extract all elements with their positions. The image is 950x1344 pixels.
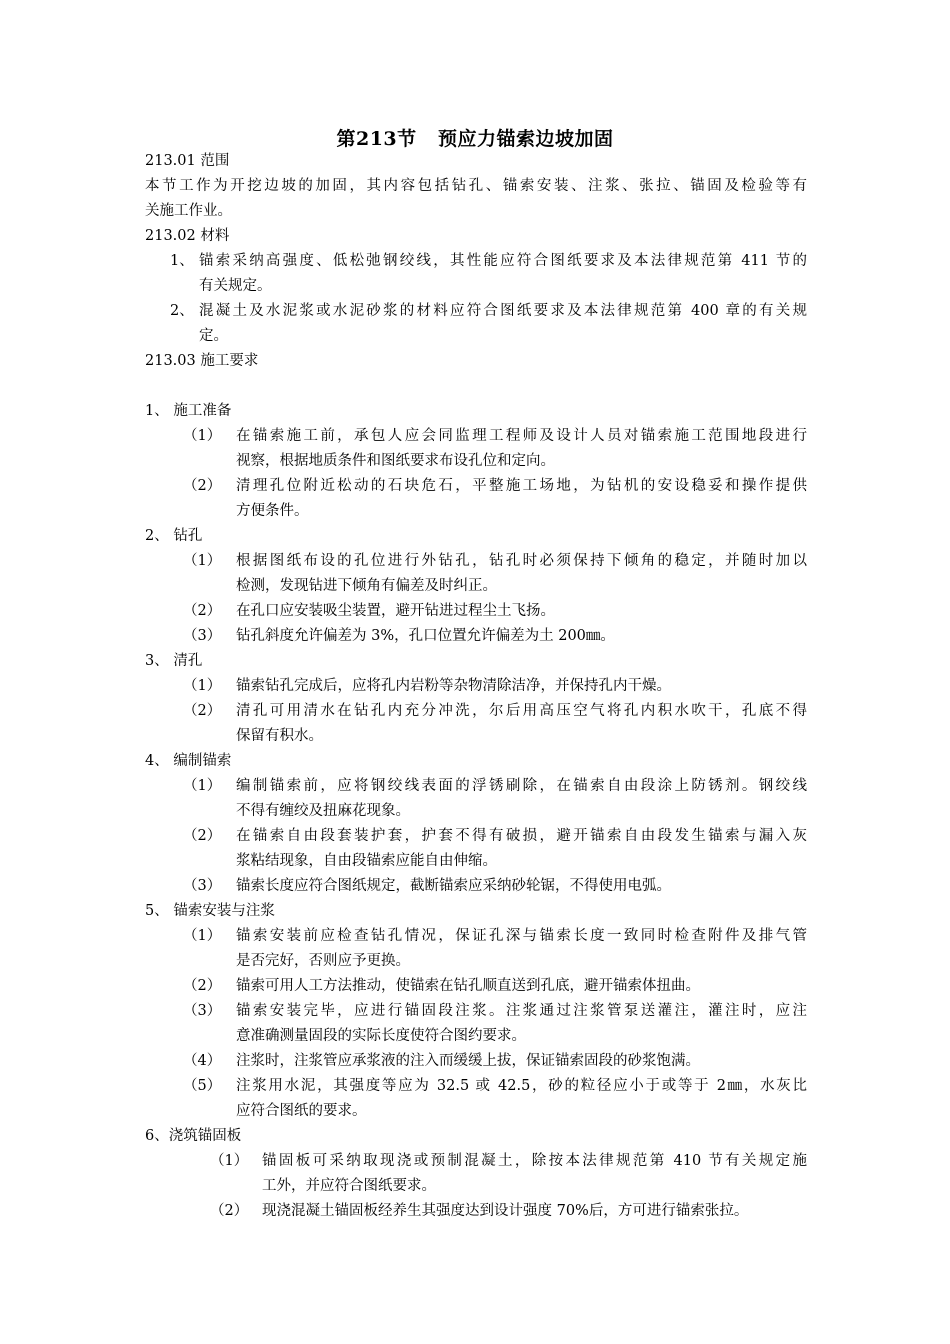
group-heading: 5、 锚索安装与注浆 [145, 903, 275, 919]
list-item-text: 在锚索自由段套装护套，护套不得有破损，避开锚索自由段发生锚索与漏入灰 [236, 828, 807, 844]
list-item-text: 根据图纸布设的孔位进行外钻孔，钻孔时必须保持下倾角的稳定，并随时加以 [236, 553, 807, 569]
group-heading: 6、浇筑锚固板 [145, 1128, 242, 1144]
list-item-number: （5） [183, 1078, 222, 1094]
list-item-text: 清理孔位附近松动的石块危石，平整施工场地，为钻机的安设稳妥和操作提供 [236, 478, 807, 494]
list-item-text: 应符合图纸的要求。 [236, 1103, 367, 1119]
paragraph-line: 关施工作业。 [145, 203, 232, 219]
section-title: 第213节 预应力锚索边坡加固 [336, 128, 614, 150]
list-item-text: 锚固板可采纳取现浇或预制混凝土，除按本法律规范第 410 节有关规定施 [262, 1153, 807, 1169]
list-item-number: 2、 [170, 303, 194, 319]
list-item-text: 在锚索施工前，承包人应会同监理工程师及设计人员对锚索施工范围地段进行 [236, 428, 807, 444]
list-item-text: 不得有缠绞及扭麻花现象。 [236, 803, 410, 819]
list-item-text: 工外，并应符合图纸要求。 [262, 1178, 436, 1194]
list-item-text: 锚索采纳高强度、低松弛钢绞线，其性能应符合图纸要求及本法律规范第 411 节的 [199, 253, 807, 269]
list-item-number: （1） [183, 778, 222, 794]
list-item-text: 检测，发现钻进下倾角有偏差及时纠正。 [236, 578, 497, 594]
list-item-number: （1） [183, 428, 222, 444]
list-item-text: 浆粘结现象，自由段锚索应能自由伸缩。 [236, 853, 497, 869]
list-item-number: （1） [210, 1153, 249, 1169]
list-item-text: 清孔可用清水在钻孔内充分冲洗，尔后用高压空气将孔内积水吹干，孔底不得 [236, 703, 807, 719]
group-heading: 1、 施工准备 [145, 403, 232, 419]
list-item-text: 方便条件。 [236, 503, 309, 519]
list-item-text: 视察，根据地质条件和图纸要求布设孔位和定向。 [236, 453, 555, 469]
list-item-text: 锚索钻孔完成后，应将孔内岩粉等杂物清除洁净，并保持孔内干燥。 [236, 678, 671, 694]
list-item-text: 是否完好，否则应予更换。 [236, 953, 410, 969]
paragraph-line: 本节工作为开挖边坡的加固，其内容包括钻孔、锚索安装、注浆、张拉、锚固及检验等有 [145, 178, 807, 194]
subsection-heading-213-01: 213.01 范围 [145, 153, 230, 169]
list-item-number: 1、 [170, 253, 194, 269]
list-item-text: 编制锚索前，应将钢绞线表面的浮锈刷除，在锚索自由段涂上防锈剂。钢绞线 [236, 778, 807, 794]
list-item-text: 锚索安装完毕，应进行锚固段注浆。注浆通过注浆管泵送灌注，灌注时，应注 [236, 1003, 807, 1019]
list-item-number: （2） [183, 828, 222, 844]
list-item-text: 现浇混凝土锚固板经养生其强度达到设计强度 70%后，方可进行锚索张拉。 [262, 1203, 749, 1219]
list-item-text: 锚索可用人工方法推动，使锚索在钻孔顺直送到孔底，避开锚索体扭曲。 [236, 978, 700, 994]
list-item-number: （2） [210, 1203, 249, 1219]
list-item-text: 有关规定。 [199, 278, 272, 294]
list-item-number: （4） [183, 1053, 222, 1069]
group-heading: 2、 钻孔 [145, 528, 203, 544]
list-item-text: 注浆时，注浆管应承浆液的注入而缓缓上拔，保证锚索固段的砂浆饱满。 [236, 1053, 700, 1069]
list-item-text: 意准确测量固段的实际长度使符合图约要求。 [236, 1028, 526, 1044]
list-item-text: 保留有积水。 [236, 728, 323, 744]
list-item-text: 在孔口应安装吸尘装置，避开钻进过程尘土飞扬。 [236, 603, 555, 619]
list-item-text: 锚索长度应符合图纸规定，截断锚索应采纳砂轮锯，不得使用电弧。 [236, 878, 671, 894]
list-item-text: 钻孔斜度允许偏差为 3%，孔口位置允许偏差为土 200㎜。 [236, 628, 615, 644]
list-item-text: 锚索安装前应检查钻孔情况，保证孔深与锚索长度一致同时检查附件及排气管 [236, 928, 807, 944]
list-item-number: （3） [183, 628, 222, 644]
group-heading: 4、 编制锚索 [145, 753, 232, 769]
list-item-number: （2） [183, 478, 222, 494]
list-item-number: （1） [183, 678, 222, 694]
list-item-text: 定。 [199, 328, 228, 344]
list-item-number: （2） [183, 603, 222, 619]
list-item-number: （3） [183, 878, 222, 894]
group-heading: 3、 清孔 [145, 653, 203, 669]
list-item-text: 注浆用水泥，其强度等应为 32.5 或 42.5，砂的粒径应小于或等于 2㎜，水灰比 [236, 1078, 807, 1094]
list-item-number: （1） [183, 928, 222, 944]
list-item-number: （2） [183, 703, 222, 719]
list-item-text: 混凝土及水泥浆或水泥砂浆的材料应符合图纸要求及本法律规范第 400 章的有关规 [199, 303, 807, 319]
subsection-heading-213-02: 213.02 材料 [145, 228, 230, 244]
list-item-number: （2） [183, 978, 222, 994]
list-item-number: （3） [183, 1003, 222, 1019]
list-item-number: （1） [183, 553, 222, 569]
subsection-heading-213-03: 213.03 施工要求 [145, 353, 259, 369]
